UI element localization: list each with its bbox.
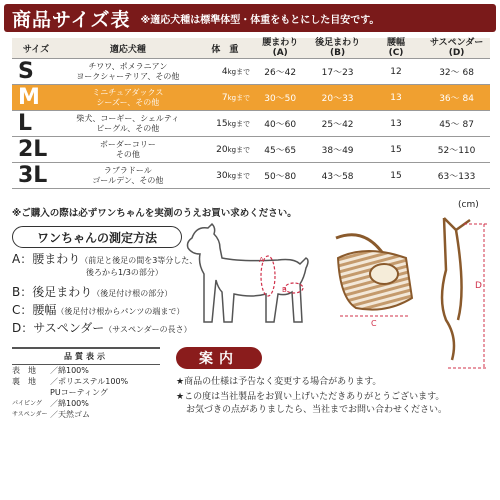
hindleg-cell: 38～49 [306,137,369,163]
hipwidth-cell: 15 [369,163,423,189]
measure-a-label: A：腰まわり [12,252,81,266]
guide-line-1: ★商品の仕様は予告なく変更する場合があります。 [176,377,382,387]
weight-cell [196,137,254,163]
materials-key: サスペンダー [12,411,48,418]
materials-key: 裏 地 [12,377,36,386]
breed-cell: ボーダーコリー その他 [60,137,196,163]
measure-d-label: D：サスペンダー [12,321,105,335]
diagram-label-d: D [475,281,482,291]
materials-row [12,376,160,387]
measure-c [12,303,184,319]
dog-diagram [182,218,322,330]
measure-b-sub: （後足付け根の部分） [92,289,173,298]
measure-d [12,321,192,337]
suspender-diagram [430,210,494,386]
table-header-row [12,38,490,59]
hindleg-cell: 20～33 [306,85,369,111]
table-row [12,137,490,163]
measure-b [12,285,172,301]
materials-row [12,365,160,376]
table-row [12,163,490,189]
suspender-cell: 63～133 [423,163,490,189]
materials-value: ／綿100% [50,399,89,408]
size-cell: S [12,59,60,85]
waist-cell: 26～42 [254,59,306,85]
col-c: 腰幅 (C) [369,38,423,59]
weight-value: 7 [221,92,228,103]
leg-hole [370,264,398,284]
col-size: サイズ [12,38,60,59]
diagram-label-c: C [371,319,377,328]
col-breed: 適応犬種 [60,38,196,59]
hipwidth-cell: 12 [369,59,423,85]
size-cell: L [12,111,60,137]
waist-cell: 50～80 [254,163,306,189]
weight-unit: kgまで [227,119,251,128]
materials-row [12,387,160,398]
materials-row [12,409,160,420]
col-a: 腰まわり (A) [254,38,306,59]
waist-cell: 40～60 [254,111,306,137]
measure-b-label: B：後足まわり [12,285,93,299]
page-title: 商品サイズ表 [12,8,131,31]
size-cell: 2L [12,137,60,163]
size-cell: M [12,85,60,111]
materials-value: ／ポリエステル100% [50,377,129,386]
materials-box [12,347,160,420]
table-row [12,85,490,111]
breed-cell: チワワ、ポメラニアン ヨークシャーテリア、その他 [60,59,196,85]
measure-a [12,252,197,268]
suspender-cell: 52～110 [423,137,490,163]
measure-a-sub2: 後ろから1/3の部分） [86,268,163,277]
materials-key: 表 地 [12,366,36,375]
materials-value: ／綿100% [50,366,89,375]
weight-value: 30 [216,170,228,181]
materials-value: ／天然ゴム [50,410,90,419]
weight-value: 20 [216,144,228,155]
purchase-note: ※ご購入の際は必ずワンちゃんを実測のうえお買い求めください。 [12,208,297,219]
weight-value: 4 [221,66,228,77]
materials-title: 品質表示 [12,347,160,365]
measure-c-sub: （後足付け根からパンツの端まで） [56,307,185,316]
hindleg-cell: 43～58 [306,163,369,189]
size-cell: 3L [12,163,60,189]
materials-value: PUコーティング [50,388,108,397]
breed-cell: ミニチュアダックス シーズー、その他 [60,85,196,111]
weight-cell [196,163,254,189]
measure-d-sub: （サスペンダーの長さ） [104,325,192,334]
guide-line-3: お気づきの点がありましたら、当社までお問い合わせください。 [186,405,448,415]
measure-c-label: C：腰幅 [12,303,57,317]
hipwidth-cell: 13 [369,85,423,111]
table-row [12,59,490,85]
diagram-label-b: B [282,286,287,294]
materials-key [12,387,50,398]
product-side-image [326,218,430,330]
guide-badge: 案内 [176,347,262,369]
materials-key: パイピング [12,400,42,407]
measure-a-sub: （前足と後足の間を3等分した、 [80,256,198,265]
waist-cell: 30～50 [254,85,306,111]
weight-value: 15 [216,118,228,129]
hipwidth-cell: 15 [369,137,423,163]
diagram-label-a: A [259,256,264,264]
weight-unit: kgまで [227,67,251,76]
unit-label: (cm) [458,200,479,210]
weight-cell [196,85,254,111]
header-bar [4,4,496,32]
measure-title: ワンちゃんの測定方法 [12,226,182,248]
suspender-cell: 36～ 84 [423,85,490,111]
col-d: サスペンダー (D) [423,38,490,59]
weight-unit: kgまで [227,171,251,180]
weight-cell [196,111,254,137]
header-note: ※適応犬種は標準体型・体重をもとにした目安です。 [140,14,380,26]
suspender-cell: 32～ 68 [423,59,490,85]
weight-cell [196,59,254,85]
hipwidth-cell: 13 [369,111,423,137]
weight-unit: kgまで [227,145,251,154]
breed-cell: 柴犬、コーギー、シェルティ ビーグル、その他 [60,111,196,137]
col-weight: 体 重 [196,38,254,59]
suspender-cell: 45～ 87 [423,111,490,137]
waist-cell: 45～65 [254,137,306,163]
materials-row [12,398,160,409]
suspender-band [442,218,470,360]
size-table [12,38,490,189]
table-row [12,111,490,137]
hindleg-cell: 17～23 [306,59,369,85]
dog-silhouette [188,224,309,322]
weight-unit: kgまで [227,93,251,102]
breed-cell: ラブラドール ゴールデン、その他 [60,163,196,189]
col-b: 後足まわり (B) [306,38,369,59]
hindleg-cell: 25～42 [306,111,369,137]
guide-line-2: ★この度は当社製品をお買い上げいただきありがとうございます。 [176,392,445,402]
